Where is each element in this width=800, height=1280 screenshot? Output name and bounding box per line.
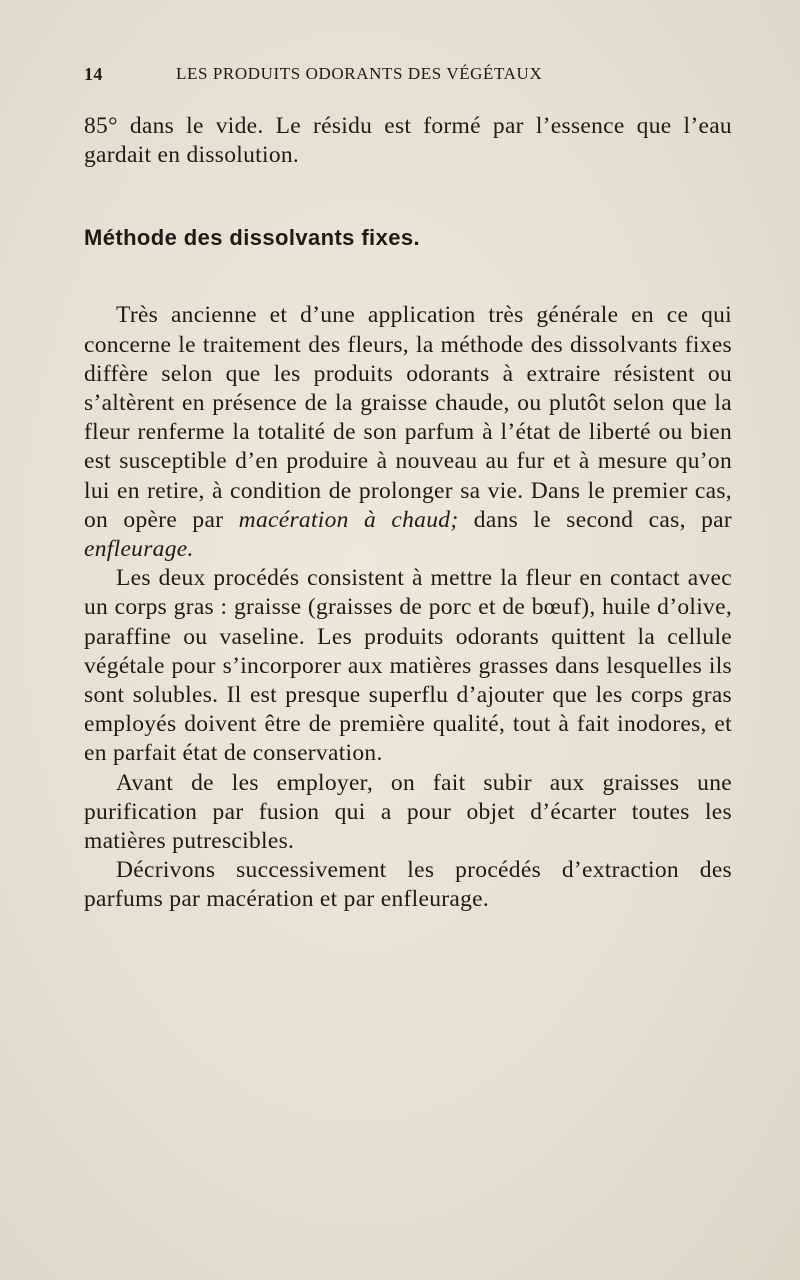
intro-paragraph: 85° dans le vide. Le résidu est formé par l’essence que l’eau gardait en dissolution. [84, 113, 732, 169]
body-text [84, 112, 732, 915]
paragraph-4: Décrivons successivement les procédés d’extraction des parfums par macération et par enfleurage. [84, 857, 732, 913]
paragraph-1 [84, 301, 732, 564]
paragraph-2: Les deux procédés consistent à mettre la fleur en contact avec un corps gras : graisse (graisses de porc et de bœuf), huile d’olive, paraffine ou vaseline. Les produits odorants quittent la cellule végétale pour s’incorporer aux matières grasses dans lesquelles ils sont solubles. Il est presque superflu d’ajouter que les corps gras employés doivent être de première qualité, tout à fait inodores, et en parfait état de conservation. [84, 565, 732, 767]
running-title: LES PRODUITS ODORANTS DES VÉGÉTAUX [176, 64, 543, 83]
paragraph-3: Avant de les employer, on fait subir aux graisses une purification par fusion qui a pour objet d’écarter toutes les matières putrescibles. [84, 769, 732, 855]
paragraph-1-text: Très ancienne et d’une application très générale en ce qui concerne le traitement des fleurs, la méthode des dissolvants fixes diffère selon que les produits odorants à extraire résistent ou s’altèrent en présence de la graisse chaude, ou plutôt selon que la fleur renferme la totalité de son parfum à l’état de liberté ou bien est susceptible d’en produire à nouveau au fur et à mesure qu’on lui en retire, à condition de prolonger sa vie. Dans le premier cas, on opère par [84, 302, 732, 533]
paragraph-1-text-2: dans le second cas, par [473, 506, 732, 533]
running-head [84, 64, 710, 88]
section-title: Méthode des dissolvants fixes. [84, 225, 420, 251]
page-number: 14 [84, 64, 103, 84]
italic-maceration: macération à chaud; [238, 506, 459, 533]
italic-enfleurage: enfleurage. [84, 536, 194, 563]
